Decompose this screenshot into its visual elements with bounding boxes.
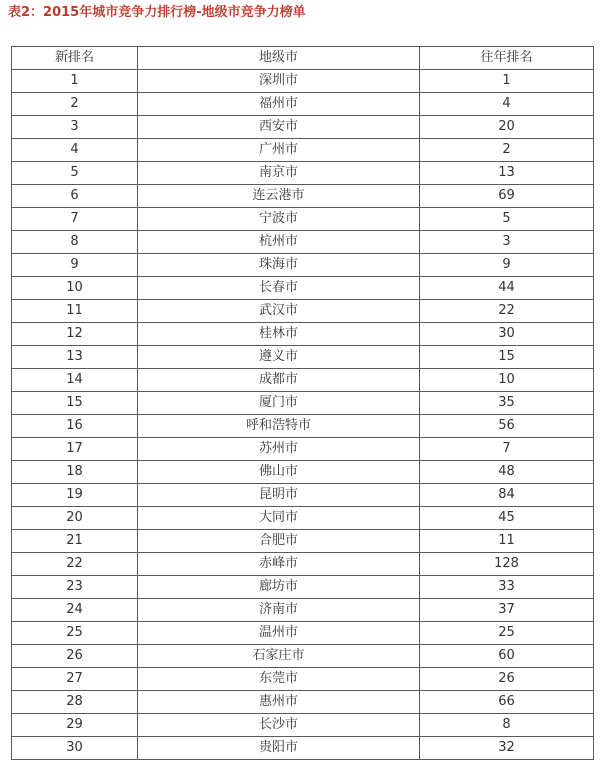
table-row (12, 691, 594, 714)
city-cell: 大同市 (138, 507, 420, 530)
table-row (12, 300, 594, 323)
table-row (12, 185, 594, 208)
table-row (12, 415, 594, 438)
table-row (12, 254, 594, 277)
table-row (12, 553, 594, 576)
new-rank-cell: 1 (12, 70, 138, 93)
previous-rank-cell: 9 (420, 254, 594, 277)
city-cell: 连云港市 (138, 185, 420, 208)
previous-rank-cell: 11 (420, 530, 594, 553)
new-rank-cell: 27 (12, 668, 138, 691)
previous-rank-cell: 30 (420, 323, 594, 346)
city-cell: 苏州市 (138, 438, 420, 461)
previous-rank-cell: 66 (420, 691, 594, 714)
header-city: 地级市 (138, 47, 420, 70)
previous-rank-cell: 44 (420, 277, 594, 300)
previous-rank-cell: 25 (420, 622, 594, 645)
new-rank-cell: 6 (12, 185, 138, 208)
table-header-row (12, 47, 594, 70)
new-rank-cell: 11 (12, 300, 138, 323)
new-rank-cell: 29 (12, 714, 138, 737)
new-rank-cell: 25 (12, 622, 138, 645)
new-rank-cell: 17 (12, 438, 138, 461)
table-row (12, 645, 594, 668)
new-rank-cell: 3 (12, 116, 138, 139)
table-row (12, 599, 594, 622)
city-cell: 福州市 (138, 93, 420, 116)
city-cell: 济南市 (138, 599, 420, 622)
header-previous-rank: 往年排名 (420, 47, 594, 70)
previous-rank-cell: 60 (420, 645, 594, 668)
table-row (12, 93, 594, 116)
new-rank-cell: 14 (12, 369, 138, 392)
table-row (12, 231, 594, 254)
table-row (12, 484, 594, 507)
previous-rank-cell: 35 (420, 392, 594, 415)
city-cell: 厦门市 (138, 392, 420, 415)
city-cell: 宁波市 (138, 208, 420, 231)
city-cell: 珠海市 (138, 254, 420, 277)
city-cell: 廊坊市 (138, 576, 420, 599)
table-row (12, 622, 594, 645)
table-row (12, 162, 594, 185)
new-rank-cell: 18 (12, 461, 138, 484)
city-cell: 武汉市 (138, 300, 420, 323)
city-cell: 深圳市 (138, 70, 420, 93)
previous-rank-cell: 7 (420, 438, 594, 461)
previous-rank-cell: 48 (420, 461, 594, 484)
table-row (12, 576, 594, 599)
city-cell: 赤峰市 (138, 553, 420, 576)
table-row (12, 277, 594, 300)
city-cell: 合肥市 (138, 530, 420, 553)
table-row (12, 737, 594, 760)
city-cell: 遵义市 (138, 346, 420, 369)
header-new-rank: 新排名 (12, 47, 138, 70)
previous-rank-cell: 5 (420, 208, 594, 231)
city-cell: 长沙市 (138, 714, 420, 737)
table-row (12, 208, 594, 231)
page-title: 表2：2015年城市竞争力排行榜-地级市竞争力榜单 (8, 5, 306, 20)
new-rank-cell: 9 (12, 254, 138, 277)
previous-rank-cell: 3 (420, 231, 594, 254)
new-rank-cell: 23 (12, 576, 138, 599)
new-rank-cell: 16 (12, 415, 138, 438)
city-cell: 呼和浩特市 (138, 415, 420, 438)
table-row (12, 139, 594, 162)
previous-rank-cell: 56 (420, 415, 594, 438)
previous-rank-cell: 33 (420, 576, 594, 599)
new-rank-cell: 19 (12, 484, 138, 507)
city-cell: 温州市 (138, 622, 420, 645)
new-rank-cell: 5 (12, 162, 138, 185)
previous-rank-cell: 2 (420, 139, 594, 162)
table-row (12, 70, 594, 93)
previous-rank-cell: 26 (420, 668, 594, 691)
new-rank-cell: 13 (12, 346, 138, 369)
city-cell: 西安市 (138, 116, 420, 139)
previous-rank-cell: 128 (420, 553, 594, 576)
new-rank-cell: 24 (12, 599, 138, 622)
previous-rank-cell: 84 (420, 484, 594, 507)
new-rank-cell: 15 (12, 392, 138, 415)
city-cell: 贵阳市 (138, 737, 420, 760)
previous-rank-cell: 22 (420, 300, 594, 323)
new-rank-cell: 7 (12, 208, 138, 231)
new-rank-cell: 4 (12, 139, 138, 162)
city-cell: 成都市 (138, 369, 420, 392)
city-cell: 惠州市 (138, 691, 420, 714)
new-rank-cell: 2 (12, 93, 138, 116)
previous-rank-cell: 20 (420, 116, 594, 139)
new-rank-cell: 30 (12, 737, 138, 760)
city-cell: 东莞市 (138, 668, 420, 691)
new-rank-cell: 12 (12, 323, 138, 346)
city-cell: 广州市 (138, 139, 420, 162)
city-cell: 长春市 (138, 277, 420, 300)
table-row (12, 346, 594, 369)
previous-rank-cell: 10 (420, 369, 594, 392)
new-rank-cell: 28 (12, 691, 138, 714)
table-row (12, 392, 594, 415)
table-row (12, 369, 594, 392)
new-rank-cell: 20 (12, 507, 138, 530)
previous-rank-cell: 13 (420, 162, 594, 185)
table-row (12, 530, 594, 553)
city-cell: 佛山市 (138, 461, 420, 484)
city-cell: 昆明市 (138, 484, 420, 507)
previous-rank-cell: 4 (420, 93, 594, 116)
previous-rank-cell: 37 (420, 599, 594, 622)
table-row (12, 714, 594, 737)
table-row (12, 438, 594, 461)
ranking-table-container (11, 46, 593, 760)
city-cell: 石家庄市 (138, 645, 420, 668)
table-row (12, 507, 594, 530)
previous-rank-cell: 69 (420, 185, 594, 208)
new-rank-cell: 22 (12, 553, 138, 576)
city-cell: 南京市 (138, 162, 420, 185)
previous-rank-cell: 45 (420, 507, 594, 530)
new-rank-cell: 8 (12, 231, 138, 254)
previous-rank-cell: 15 (420, 346, 594, 369)
table-body (12, 70, 594, 760)
table-row (12, 461, 594, 484)
table-row (12, 116, 594, 139)
previous-rank-cell: 8 (420, 714, 594, 737)
ranking-table (11, 46, 594, 760)
previous-rank-cell: 32 (420, 737, 594, 760)
table-row (12, 323, 594, 346)
new-rank-cell: 21 (12, 530, 138, 553)
previous-rank-cell: 1 (420, 70, 594, 93)
new-rank-cell: 26 (12, 645, 138, 668)
new-rank-cell: 10 (12, 277, 138, 300)
city-cell: 杭州市 (138, 231, 420, 254)
table-row (12, 668, 594, 691)
city-cell: 桂林市 (138, 323, 420, 346)
